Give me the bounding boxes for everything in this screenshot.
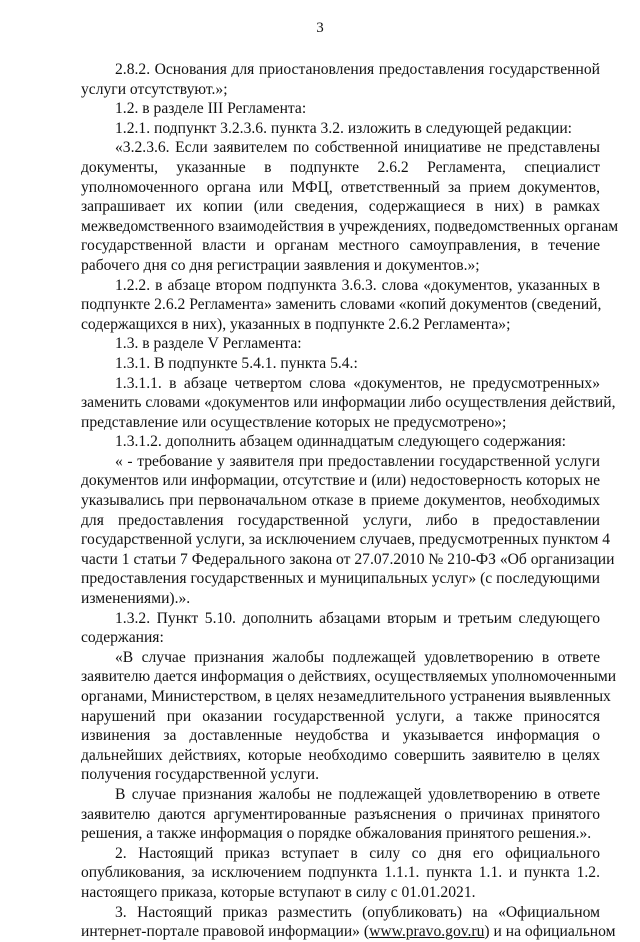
text-line: 1.3.1. В подпункте 5.4.1. пункта 5.4.: <box>115 354 358 372</box>
text-line: заявителю дается информация о действиях, осуществляемых уполномоченными <box>81 668 617 686</box>
paragraph-3-2-3-6-quote <box>81 138 619 275</box>
text-line: 1.2. в разделе III Регламента: <box>115 100 307 118</box>
text-line: 2. Настоящий приказ вступает в силу со дня его официального <box>115 844 600 862</box>
text-line: решения, а также информация о порядке обжалования принятого решения.». <box>81 825 592 843</box>
text-line: 1.2.2. в абзаце втором подпункта 3.6.3. слова «документов, указанных в <box>115 276 600 294</box>
text-line: изменениями).». <box>81 590 191 608</box>
text-line: 1.3.2. Пункт 5.10. дополнить абзацами вторым и третьим следующего <box>115 609 600 627</box>
text-line: государственной услуги, за исключением случаев, предусмотренных пунктом 4 <box>81 531 611 549</box>
text-line: дальнейших действиях, которые необходимо совершить заявителю в целях <box>81 746 600 764</box>
text-line: содержания: <box>81 629 164 647</box>
text-line: документов или информации, отсутствие и (или) недостоверность которых не <box>81 472 600 490</box>
paragraph-1-3-1-2 <box>81 432 600 452</box>
text-line: запрашивает их копии (или сведения, содержащиеся в них) в рамках <box>81 198 600 216</box>
text-line: 1.2.1. подпункт 3.2.3.6. пункта 3.2. изложить в следующей редакции: <box>115 119 573 137</box>
text-line: заменить словами «документов или информации либо осуществления действий, <box>81 394 616 412</box>
text-line: органами, Министерством, в целях незамедлительного устранения выявленных <box>81 688 611 705</box>
text-line: опубликования, за исключением подпункта 1.1.1. пункта 1.1. и пункта 1.2. <box>81 864 600 882</box>
paragraph-2-8-2 <box>81 60 600 99</box>
text-line: государственной власти и органам местного самоуправления, в течение <box>81 237 600 255</box>
paragraph-1-2 <box>81 99 600 119</box>
paragraph-1-2-2 <box>81 276 600 335</box>
paragraph-1-3-1 <box>81 354 600 374</box>
text-line: получения государственной услуги. <box>81 766 320 784</box>
text-line: подпункте 2.6.2 Регламента» заменить словами «копий документов (сведений, <box>81 296 602 314</box>
text-line: межведомственного взаимодействия в учреждениях, подведомственных органам <box>81 217 619 235</box>
text-line: 1.3. в разделе V Регламента: <box>115 335 302 353</box>
text-line: 2.8.2. Основания для приостановления предоставления государственной <box>115 61 600 78</box>
text-line: услуги отсутствуют.»; <box>81 80 228 98</box>
text-line: «3.2.3.6. Если заявителем по собственной инициативе не представлены <box>115 139 600 157</box>
text-line-with-link: интернет-портале правовой информации» (www.pravo.gov.ru) и на официальном <box>81 923 616 941</box>
text-line: указывались при первоначальном отказе в приеме документов, необходимых <box>81 492 600 510</box>
text-line: «В случае признания жалобы подлежащей удовлетворению в ответе <box>115 648 600 666</box>
paragraph-complaint-satisfied <box>81 648 617 785</box>
paragraph-requirement-quote <box>81 452 615 609</box>
text-line: части 1 статьи 7 Федерального закона от 27.07.2010 № 210-ФЗ «Об организации <box>81 550 615 568</box>
paragraph-2-effective-date <box>81 844 600 903</box>
text-line: извинения за доставленные неудобства и указывается информация о <box>81 727 600 745</box>
text-line: « - требование у заявителя при предоставлении государственной услуги <box>115 452 600 470</box>
text-line: представление или осуществление которых не предусмотрено»; <box>81 413 507 431</box>
paragraph-1-3 <box>81 334 600 354</box>
text-line: настоящего приказа, которые вступают в силу с 01.01.2021. <box>81 883 476 901</box>
paragraph-1-3-2 <box>81 609 600 648</box>
paragraph-1-2-1 <box>81 119 600 139</box>
paragraph-1-3-1-1 <box>81 374 616 433</box>
pravo-gov-link[interactable]: www.pravo.gov.ru <box>369 923 485 941</box>
page-number: 3 <box>316 20 324 36</box>
text-line: 1.3.1.1. в абзаце четвертом слова «документов, не предусмотренных» <box>115 374 600 392</box>
text-line: уполномоченного органа или МФЦ, ответственный за прием документов, <box>81 178 600 196</box>
text-line: для предоставления государственной услуги, либо в предоставлении <box>81 511 600 529</box>
text-line: нарушений при оказании государственной услуги, а также приносятся <box>81 707 600 725</box>
text-line: 1.3.1.2. дополнить абзацем одиннадцатым следующего содержания: <box>115 433 566 451</box>
text-line: документы, указанные в подпункте 2.6.2 Регламента, специалист <box>81 158 600 176</box>
text-line: заявителю даются аргументированные разъяснения о причинах принятого <box>81 805 600 823</box>
text-line: содержащихся в них), указанных в подпункте 2.6.2 Регламента»; <box>81 315 511 333</box>
paragraph-3-publication <box>81 903 616 942</box>
text-line: В случае признания жалобы не подлежащей удовлетворению в ответе <box>115 785 600 803</box>
paragraph-complaint-rejected <box>81 785 600 844</box>
text-line: 3. Настоящий приказ разместить (опубликовать) на «Официальном <box>115 903 600 921</box>
document-body <box>81 60 619 942</box>
text-line: рабочего дня со дня регистрации заявления и документов.»; <box>81 256 480 274</box>
text-line: предоставления государственных и муниципальных услуг» (с последующими <box>81 570 601 588</box>
